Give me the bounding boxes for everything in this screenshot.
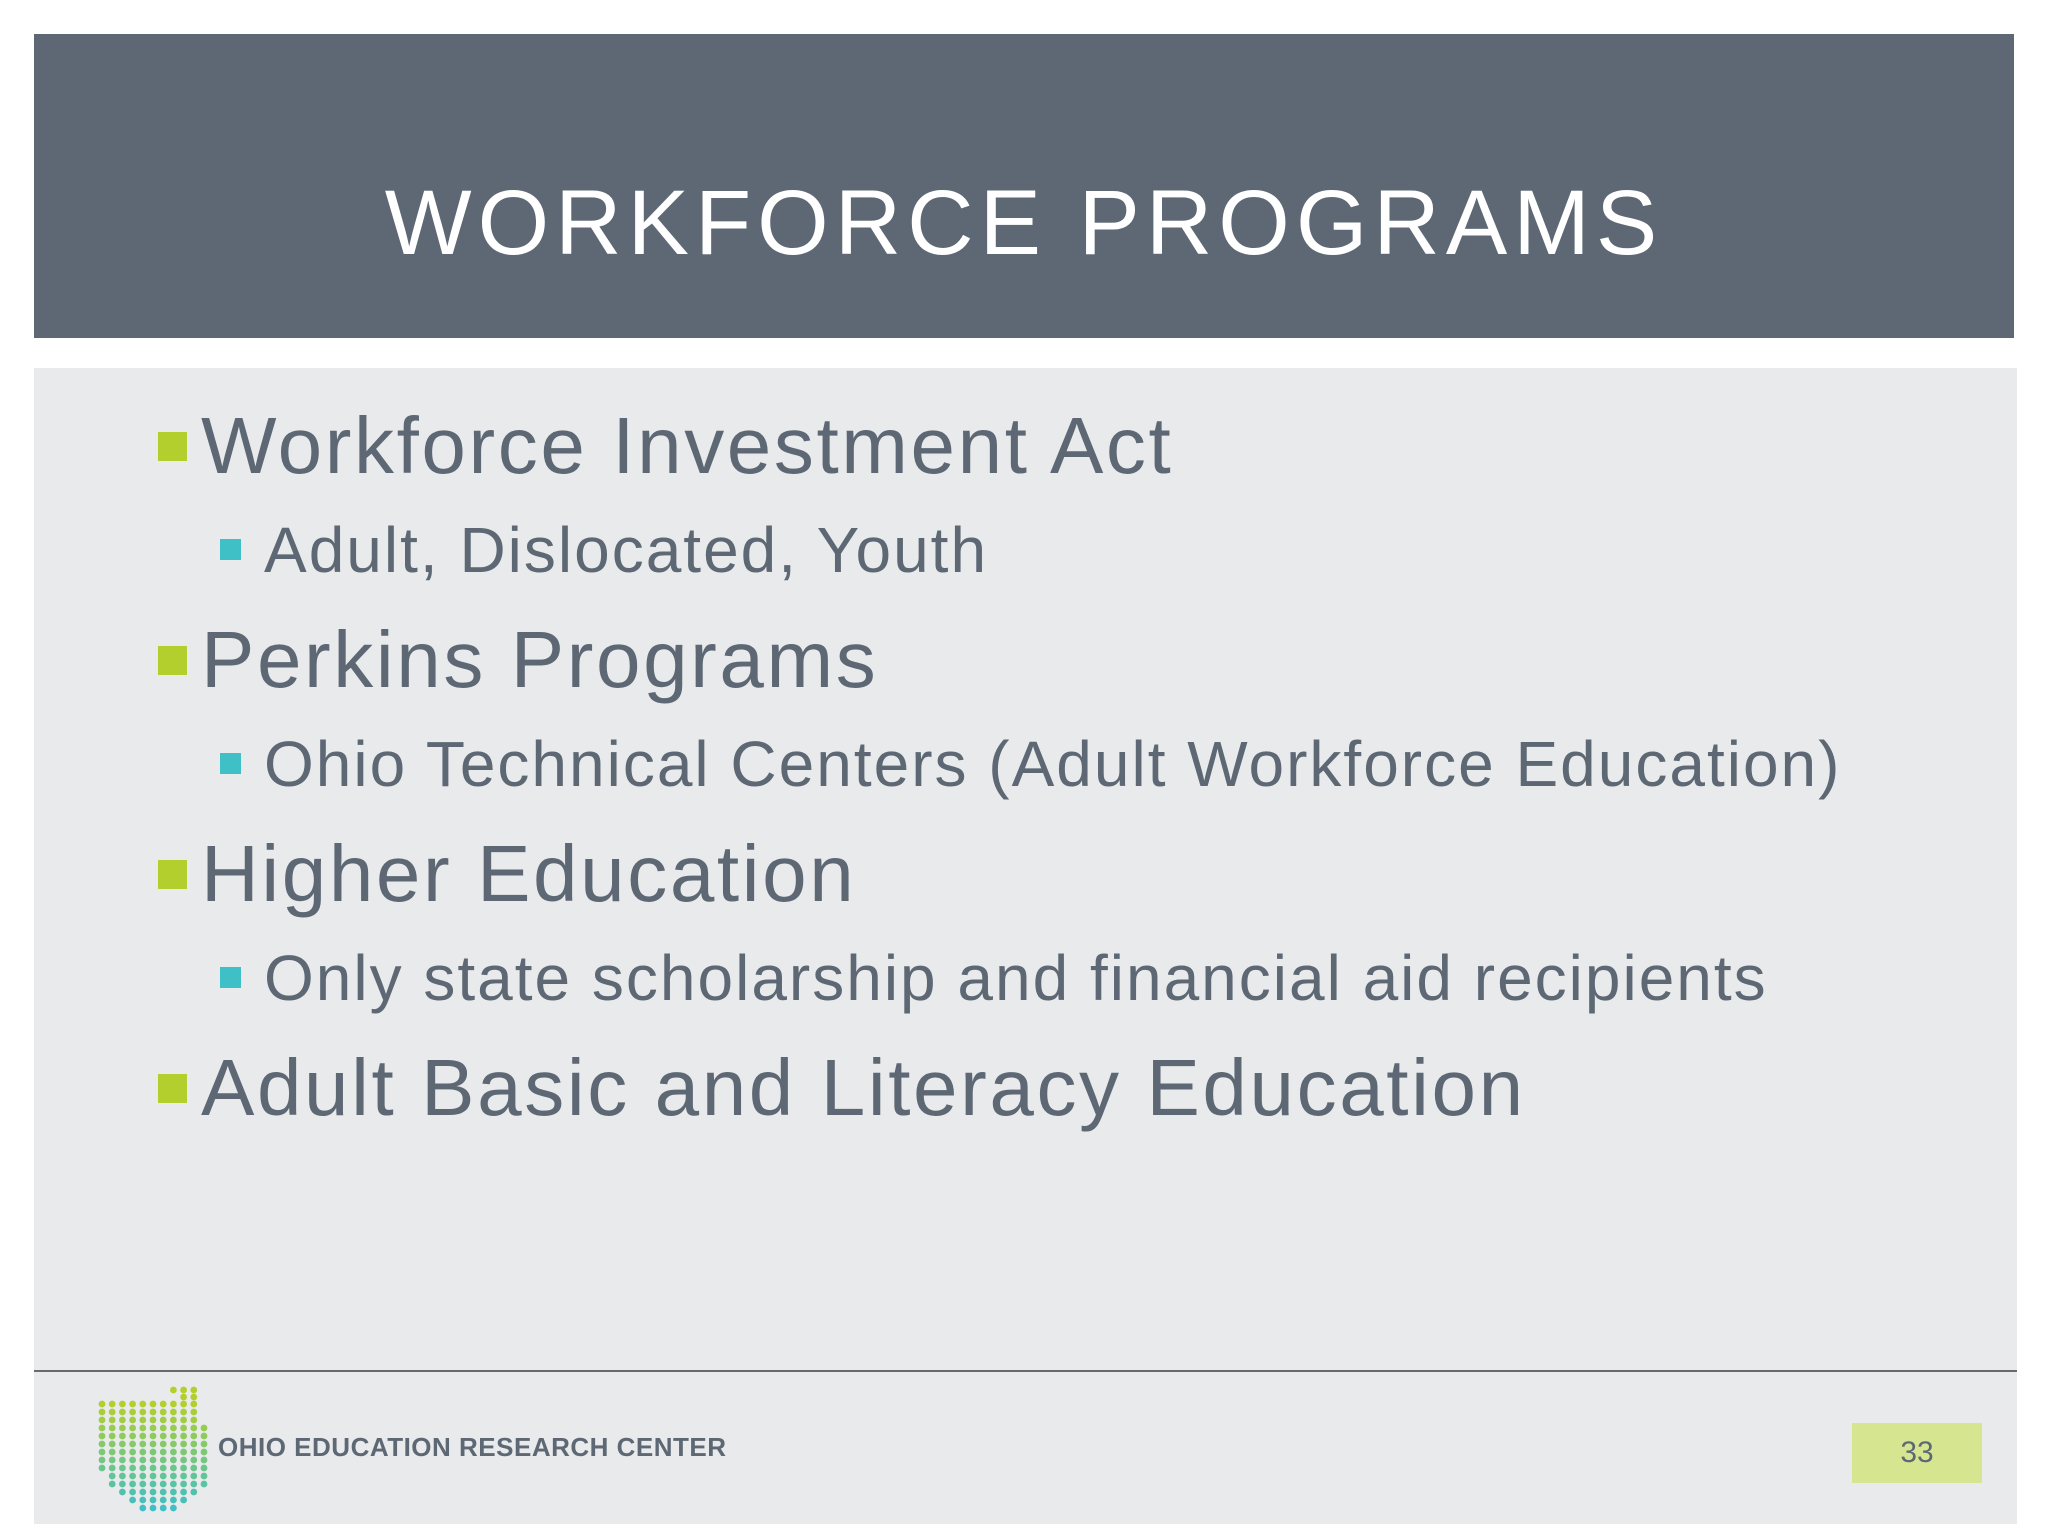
logo-dot [180,1449,187,1456]
logo-dot [190,1409,197,1416]
logo-dot [201,1441,208,1448]
square-bullet-icon [158,860,187,889]
logo-dot [190,1441,197,1448]
logo-dot [170,1401,177,1408]
logo-dot [201,1433,208,1440]
logo-dot [129,1449,136,1456]
logo-dot [160,1449,167,1456]
logo-dot [160,1409,167,1416]
logo-dot [180,1489,187,1496]
logo-dot [190,1401,197,1408]
logo-dot [109,1449,116,1456]
logo-dot [139,1449,146,1456]
logo-dot [129,1497,136,1504]
logo-dot [160,1457,167,1464]
logo-dot [109,1481,116,1488]
logo-dot [201,1465,208,1472]
logo-dot [99,1441,106,1448]
logo-dot [150,1457,157,1464]
logo-dot [129,1489,136,1496]
sub-bullet-text: Ohio Technical Centers (Adult Workforce Education) [264,728,1842,800]
logo-dot [190,1387,197,1394]
logo-dot [139,1457,146,1464]
logo-dot [109,1457,116,1464]
logo-dot [109,1473,116,1480]
title-band [34,34,2014,338]
logo-dot [170,1465,177,1472]
logo-dot [99,1401,106,1408]
logo-dot [139,1433,146,1440]
logo-dot [129,1417,136,1424]
logo-dot [170,1449,177,1456]
logo-dot [150,1425,157,1432]
slide-title: WORKFORCE PROGRAMS [384,172,1664,274]
logo-dot [150,1401,157,1408]
logo-dot [139,1497,146,1504]
bullet-text: Adult Basic and Literacy Education [201,1043,1526,1132]
logo-dot [119,1401,126,1408]
ohio-dot-map-icon [96,1386,212,1514]
logo-dot [180,1465,187,1472]
footer-divider [34,1370,2017,1372]
logo-dot [190,1394,197,1401]
logo-dot [129,1441,136,1448]
logo-dot [170,1473,177,1480]
logo-dot [160,1425,167,1432]
logo-dot [190,1457,197,1464]
logo-dot [160,1473,167,1480]
logo-dot [150,1481,157,1488]
logo-dot [119,1425,126,1432]
logo-dot [170,1387,177,1394]
page-number-badge: 33 [1852,1423,1982,1483]
logo-dot [99,1449,106,1456]
logo-dot [119,1409,126,1416]
logo-dot [190,1473,197,1480]
bullet-text: Higher Education [201,829,857,918]
logo-dot [170,1457,177,1464]
logo-dot [190,1449,197,1456]
square-bullet-icon [158,646,187,675]
logo-dot [190,1433,197,1440]
logo-dot [99,1425,106,1432]
logo-dot [170,1417,177,1424]
sub-bullet-text: Adult, Dislocated, Youth [264,514,989,586]
logo-dot [109,1433,116,1440]
logo-dot [99,1433,106,1440]
logo-dot [180,1417,187,1424]
logo-dot [180,1481,187,1488]
logo-dot [139,1401,146,1408]
logo-dot [150,1433,157,1440]
logo-dot [119,1489,126,1496]
logo-dot [99,1409,106,1416]
logo-dot [139,1481,146,1488]
logo-dot [170,1505,177,1512]
logo-dot [180,1387,187,1394]
logo-dot [119,1441,126,1448]
logo-dot [180,1457,187,1464]
logo-dot [160,1481,167,1488]
logo-dot [201,1449,208,1456]
logo-dot [160,1441,167,1448]
logo-dot [119,1433,126,1440]
square-bullet-icon [220,539,241,560]
logo-dot [201,1481,208,1488]
logo-dot [109,1425,116,1432]
logo-dot [129,1409,136,1416]
logo-dot [139,1465,146,1472]
logo-dot [160,1417,167,1424]
logo-dot [109,1401,116,1408]
logo-dot [170,1433,177,1440]
logo-dot [180,1409,187,1416]
logo-dot [170,1441,177,1448]
logo-dot [180,1394,187,1401]
logo-dot [170,1497,177,1504]
logo-dot [99,1417,106,1424]
logo-dot [190,1417,197,1424]
content-panel [34,368,2017,1524]
logo-dot [129,1433,136,1440]
logo-dot [119,1481,126,1488]
logo-dot [150,1473,157,1480]
logo-dot [170,1481,177,1488]
square-bullet-icon [158,1074,187,1103]
logo-dot [139,1425,146,1432]
logo-dot [139,1409,146,1416]
logo-dot [201,1473,208,1480]
logo-dot [119,1449,126,1456]
logo-dot [129,1481,136,1488]
logo-dot [99,1465,106,1472]
logo-dot [160,1505,167,1512]
logo-dot [170,1425,177,1432]
logo-dot [119,1473,126,1480]
logo-dot [129,1425,136,1432]
logo-dot [160,1433,167,1440]
bullet-text: Perkins Programs [201,615,879,704]
logo-dot [139,1489,146,1496]
sub-bullet-text: Only state scholarship and financial aid recipients [264,942,1768,1014]
logo-dot [119,1457,126,1464]
logo-dot [119,1417,126,1424]
logo-dot [170,1489,177,1496]
logo-dot [160,1497,167,1504]
logo-dot [180,1441,187,1448]
logo-dot [190,1489,197,1496]
logo-dot [150,1417,157,1424]
logo-dot [129,1473,136,1480]
logo-dot [150,1489,157,1496]
logo-dot [150,1465,157,1472]
organization-name: OHIO EDUCATION RESEARCH CENTER [218,1432,727,1462]
logo-dot [109,1409,116,1416]
logo-dot [190,1425,197,1432]
bullet-text: Workforce Investment Act [201,401,1174,490]
logo-dot [180,1497,187,1504]
logo-dot [160,1401,167,1408]
logo-dot [150,1505,157,1512]
logo-dot [129,1401,136,1408]
square-bullet-icon [158,432,187,461]
logo-dot [109,1417,116,1424]
logo-dot [180,1425,187,1432]
logo-dot [139,1441,146,1448]
logo-dot [150,1409,157,1416]
logo-dot [109,1465,116,1472]
logo-dot [150,1497,157,1504]
logo-dot [190,1465,197,1472]
logo-dot [201,1425,208,1432]
logo-dot [150,1449,157,1456]
logo-dot [99,1457,106,1464]
square-bullet-icon [220,753,241,774]
logo-dot [139,1473,146,1480]
logo-dot [201,1457,208,1464]
square-bullet-icon [220,967,241,988]
logo-dot [180,1433,187,1440]
logo-dot [139,1417,146,1424]
logo-dot [129,1465,136,1472]
logo-dot [129,1457,136,1464]
logo-dot [170,1409,177,1416]
logo-dot [180,1473,187,1480]
logo-dot [190,1481,197,1488]
logo-dot [150,1441,157,1448]
logo-dot [160,1465,167,1472]
logo-dot [109,1441,116,1448]
logo-dot [139,1505,146,1512]
logo-dot [160,1489,167,1496]
logo-dot [119,1465,126,1472]
logo-dot [180,1401,187,1408]
